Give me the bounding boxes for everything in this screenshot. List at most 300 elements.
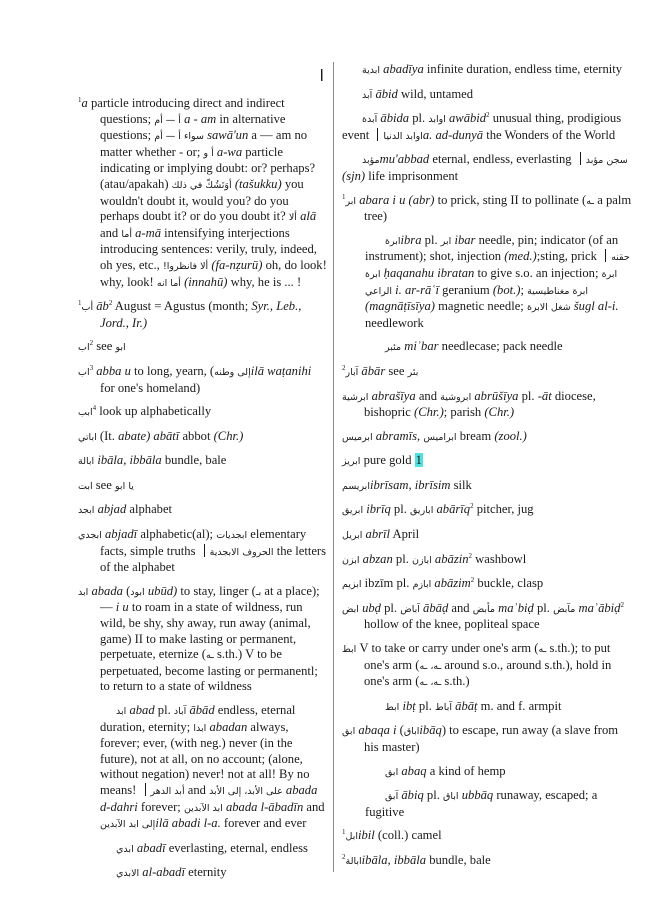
arabic-headword: أما	[121, 228, 132, 240]
definition-text: pl.	[409, 111, 429, 126]
definition-text: and	[415, 388, 441, 403]
dictionary-entry-abiq	[342, 788, 632, 820]
transliteration: abzan	[362, 551, 393, 566]
arabic-headword: ابدية	[362, 65, 381, 76]
transliteration: a - am	[184, 111, 217, 126]
arabic-headword: آباض	[400, 603, 420, 615]
dictionary-entry-ibra	[342, 233, 632, 332]
arabic-headword: يا	[128, 480, 134, 492]
definition-text: to stay, linger (	[177, 583, 256, 598]
transliteration: miʾbar	[404, 339, 439, 354]
definition-text: geranium	[439, 282, 493, 297]
transliteration: maʾābiḍ	[578, 600, 621, 615]
transliteration: (zool.)	[494, 428, 527, 443]
transliteration: (med.)	[504, 249, 537, 264]
transliteration: a-wa	[216, 144, 243, 159]
arabic-headword: ابرميس	[342, 431, 373, 443]
arabic-headword: ابالة	[78, 456, 95, 468]
definition-text: and	[448, 600, 473, 615]
definition-text: see	[93, 339, 116, 354]
definition-text: needle, pin; indicator (of an instrument); shot, injection	[365, 232, 619, 264]
arabic-headword: ـه، ـه	[419, 677, 442, 689]
definition-text: unusual thing, prodigious event	[342, 111, 622, 142]
definition-text: pl.	[392, 551, 413, 566]
transliteration: abaqa i	[358, 723, 397, 738]
transliteration: ibrīsam, ibrīsim	[369, 477, 451, 492]
dictionary-entry-abjad	[78, 502, 328, 519]
definition-text: see	[92, 477, 116, 492]
definition-text: infinite duration, endless time, eternity	[423, 62, 623, 76]
arabic-headword: ابرة	[385, 235, 401, 247]
arabic-headword: حقنه ابرة	[365, 252, 630, 280]
dictionary-entry-ibala	[78, 453, 328, 470]
page-header-letter: ا	[319, 66, 324, 85]
transliteration: abramīs,	[375, 428, 421, 443]
homograph-number: 1	[78, 95, 82, 104]
transliteration: ibil	[357, 828, 375, 843]
arabic-headword: ابد الآبدين	[183, 802, 223, 814]
definition-text: eternity	[184, 865, 227, 880]
arabic-headword: ابزن	[342, 554, 360, 566]
arabic-headword: اباق	[403, 726, 420, 738]
definition-text: see	[385, 363, 408, 378]
definition-text: (It.	[96, 428, 119, 443]
arabic-headword: ابب	[78, 407, 93, 419]
transliteration: i u	[115, 600, 129, 615]
definition-text: bundle, bale	[161, 453, 227, 468]
arabic-headword: ابط	[342, 644, 357, 656]
definition-text: pl.	[380, 600, 401, 615]
transliteration: ābār	[361, 363, 386, 378]
definition-text: pl.	[421, 232, 441, 247]
transliteration: ubbāq	[461, 788, 494, 803]
superscript-number: 2	[620, 600, 624, 609]
arabic-headword: ابق	[385, 766, 399, 778]
arabic-headword: شغل الابرة	[526, 302, 571, 314]
dictionary-entry-abadi	[78, 841, 328, 858]
arabic-headword: بئر	[407, 366, 419, 378]
superscript-number: 2	[342, 363, 346, 372]
transliteration: abada d-dahri	[100, 782, 318, 814]
definition-text: eternal, endless, everlasting	[429, 152, 575, 167]
definition-text: the letters of the alphabet	[100, 543, 327, 575]
dictionary-entry-ibriq	[342, 502, 632, 519]
definition-text: needlework	[365, 315, 424, 330]
superscript-number: 1	[342, 828, 346, 837]
dictionary-entry-abati	[78, 429, 328, 446]
superscript-number: 2	[342, 852, 346, 861]
arabic-headword: اباتي	[78, 431, 97, 443]
transliteration: alā	[300, 209, 317, 224]
dictionary-entry-abzan	[342, 552, 632, 569]
definition-text: intensifying interjections introducing sentences: verily, truly, indeed, oh yes, etc.,	[100, 225, 317, 272]
dictionary-entry-abaq	[342, 764, 632, 781]
arabic-headword: آبدة	[362, 114, 378, 126]
dictionary-entry-ibala2	[342, 853, 632, 870]
dictionary-entry-abramis	[342, 429, 632, 446]
definition-text: to long, yearn, (	[130, 363, 215, 378]
transliteration: ābid	[375, 86, 398, 101]
dictionary-entry-ibzim	[342, 576, 632, 593]
arabic-headword: أب	[81, 302, 94, 314]
transliteration: ibāla, ibbāla	[361, 852, 427, 867]
transliteration: (bot.)	[492, 282, 521, 297]
transliteration: ibṭ	[402, 698, 416, 713]
arabic-headword: أبد الدهر	[150, 785, 185, 797]
transliteration: abadan	[209, 719, 248, 734]
transliteration: abad	[129, 703, 155, 717]
definition-text: in alternative questions;	[100, 111, 286, 143]
definition-text: V to take or carry under one's arm (	[356, 641, 539, 656]
transliteration: ibar	[454, 232, 476, 247]
arabic-headword: أ و	[203, 147, 214, 159]
dictionary-entry-abjadi	[78, 527, 328, 576]
transliteration: ābiq	[401, 788, 424, 803]
definition-text: diocese, bishopric	[364, 388, 596, 420]
transliteration: abara i u	[359, 192, 406, 207]
definition-text: pl.	[415, 698, 436, 713]
definition-text: ) to escape, run away (a slave from his master)	[364, 723, 619, 754]
dictionary-entry-a	[78, 96, 328, 291]
arabic-headword: ابق	[342, 726, 356, 738]
definition-text: why, he is ... !	[227, 274, 302, 289]
phrase-separator	[204, 544, 205, 557]
dictionary-entry-abid	[342, 87, 632, 104]
definition-text: at a place); —	[100, 583, 320, 615]
arabic-headword: ابزيم	[342, 579, 362, 591]
definition-text: (	[396, 723, 404, 738]
transliteration: abrīl	[365, 527, 391, 542]
dictionary-entry-abad	[78, 703, 328, 833]
arabic-headword: الابدي	[116, 868, 140, 880]
superscript-number: 2	[89, 339, 94, 348]
arabic-headword: ابراميس	[423, 431, 457, 443]
arabic-headword: ـه	[586, 195, 595, 207]
definition-text: (coll.) camel	[374, 828, 442, 843]
definition-text: particle introducing direct and indirect questions;	[87, 96, 285, 126]
arabic-headword: ألا	[288, 212, 297, 224]
definition-text: particle indicating or implying doubt: or? perhaps? (atau/apakah)	[100, 144, 316, 191]
transliteration: abāzin	[434, 551, 469, 566]
arabic-headword: ابر	[440, 235, 452, 247]
right-column	[342, 62, 632, 878]
definition-text: to give s.o. an injection;	[474, 265, 602, 280]
definition-text: pure gold	[360, 453, 415, 468]
dictionary-entry-abaqa	[342, 723, 632, 755]
arabic-headword: آبار	[345, 366, 359, 378]
superscript-number: 2	[470, 502, 474, 511]
arabic-headword: ابو	[115, 342, 126, 354]
transliteration: abate) abātī	[118, 428, 180, 443]
superscript-number: 2	[470, 576, 475, 585]
transliteration: (Chr.)	[484, 405, 515, 420]
dictionary-entry-ab2	[78, 299, 328, 331]
dictionary-entry-ubd	[342, 601, 632, 633]
transliteration: (fa-nẓurū)	[211, 257, 263, 272]
transliteration: ābida	[380, 111, 410, 126]
arabic-headword: ابجديات	[216, 530, 248, 542]
definition-text: the Wonders of the World	[483, 127, 616, 142]
definition-text: washbowl	[472, 551, 527, 566]
definition-text: oh, do look! why, look!	[100, 257, 327, 289]
definition-text: wild, untamed	[397, 86, 474, 101]
transliteration: sawā'un	[207, 128, 249, 143]
arabic-headword: ابت	[78, 480, 93, 492]
arabic-headword: ابدا	[193, 722, 207, 734]
definition-text: silk	[450, 477, 472, 492]
definition-text: pl.	[154, 703, 174, 717]
arabic-headword: ابرة مغناطيسية	[527, 285, 588, 297]
arabic-headword: ابريسم	[342, 480, 370, 492]
arabic-headword: ـه	[205, 650, 214, 662]
transliteration: šugl al-i.	[573, 299, 619, 314]
dictionary-entry-ibil	[342, 828, 632, 845]
transliteration: ibra	[400, 232, 422, 247]
arabic-headword: الحروف الابجدية	[209, 546, 274, 558]
arabic-headword: أما انه	[156, 277, 181, 289]
arabic-headword: إلى وطنه	[214, 366, 251, 378]
transliteration: (innahū)	[184, 274, 228, 289]
definition-text: elementary facts, simple truths	[100, 527, 307, 558]
arabic-headword: ابر	[345, 195, 357, 207]
arabic-headword: على الأبد، إلى الأبد	[209, 785, 283, 797]
transliteration: ibrīq	[366, 502, 391, 517]
arabic-headword: ابروشية	[440, 391, 472, 403]
transliteration: (magnāṭīsīya)	[365, 299, 435, 314]
dictionary-entry-ab-see	[78, 339, 328, 356]
transliteration: ḥaqanahu ibratan	[383, 265, 475, 280]
arabic-headword: اباريق	[410, 505, 434, 517]
arabic-headword: ابد	[116, 706, 127, 717]
column-divider	[333, 62, 334, 872]
definition-text: ibzīm pl.	[361, 576, 413, 591]
transliteration: abadī	[136, 840, 166, 855]
transliteration: a. ad-dunyā	[422, 127, 484, 142]
transliteration: (Chr.)	[414, 405, 444, 420]
definition-text: you wouldn't doubt it, would you? do you perhaps doubt it? or do you doubt it?	[100, 176, 304, 224]
transliteration: mu'abbad	[379, 152, 430, 167]
arabic-headword: ابريل	[342, 530, 363, 542]
transliteration: abrūšīya	[474, 388, 519, 403]
homograph-number: 1	[342, 192, 346, 201]
arabic-headword: ابل	[345, 831, 358, 843]
transliteration: (tašukku)	[234, 176, 282, 191]
superscript-number: 4	[92, 403, 97, 412]
transliteration: maʾbiḍ	[498, 600, 534, 615]
transliteration: abada	[91, 583, 123, 598]
definition-text: bream	[456, 428, 495, 443]
transliteration: ābāṭ	[455, 698, 478, 713]
definition-text: s.th.)	[441, 674, 470, 689]
dictionary-entry-ibrisam	[342, 478, 632, 495]
dictionary-entry-abba	[78, 364, 328, 396]
arabic-headword: ابالة	[345, 855, 362, 867]
transliteration: ilā abadi l-a.	[155, 816, 221, 831]
transliteration: a-mā	[135, 225, 162, 240]
superscript-number: 2	[108, 298, 113, 307]
phrase-separator	[145, 783, 146, 796]
definition-text: abbot	[179, 428, 214, 443]
arabic-headword: سجن مؤبد	[585, 155, 628, 167]
superscript-number: 2	[468, 551, 473, 560]
arabic-headword: أ — أم	[154, 114, 181, 126]
arabic-headword: آبد	[362, 89, 373, 101]
definition-text: m. and f. armpit	[477, 698, 562, 713]
definition-text: to prick, sting II to pollinate (	[434, 192, 587, 207]
definition-text: look up alphabetically	[96, 404, 212, 419]
definition-text: magnetic needle;	[434, 299, 527, 314]
definition-text: a — am no matter whether - or;	[100, 128, 308, 159]
definition-text: April	[390, 527, 420, 542]
definition-text: everlasting, eternal, endless	[165, 840, 308, 855]
dictionary-entry-abrasiya	[342, 389, 632, 421]
definition-text: ;	[520, 282, 528, 297]
transliteration: (sjn)	[342, 168, 366, 183]
definition-text: needlecase; pack needle	[438, 339, 563, 354]
arabic-headword: اوابد الدنيا	[383, 130, 423, 142]
definition-text: and	[184, 782, 210, 797]
phrase-separator	[580, 152, 581, 165]
dictionary-entry-abb4	[78, 404, 328, 421]
dictionary-entry-ibriz	[342, 453, 632, 470]
definition-text: ; parish	[443, 405, 485, 420]
transliteration: i. ar-rāʿī	[395, 282, 439, 297]
transliteration: abāzim	[434, 576, 471, 591]
arabic-headword: مآبض	[553, 603, 576, 615]
arabic-headword: مئبر	[385, 342, 402, 354]
arabic-headword: أوَتَشُكّ في ذلك	[171, 179, 232, 191]
search-highlight: 1	[415, 453, 422, 468]
transliteration: -āt	[537, 388, 552, 403]
transliteration: (Chr.)	[213, 428, 244, 443]
arabic-headword: آبق	[385, 791, 399, 803]
arabic-headword: إلى ابد الآبدين	[100, 819, 156, 831]
transliteration: abba u	[96, 363, 131, 378]
definition-text: pl.	[533, 600, 554, 615]
arabic-headword: اوابد	[428, 114, 446, 126]
dictionary-entry-abada	[78, 584, 328, 695]
superscript-number: 3	[89, 363, 94, 372]
definition-text: life imprisonment	[365, 168, 459, 183]
definition-text: and	[303, 799, 325, 814]
superscript-number: 2	[486, 111, 490, 119]
arabic-headword: ابرشية	[342, 391, 369, 403]
dictionary-entry-ibt	[342, 699, 632, 716]
definition-text: s.th.) V to be perpetuated, become lasting or permanentl; to return to a state of wildness	[100, 647, 318, 694]
transliteration: ibāla, ibbāla	[97, 453, 162, 468]
definition-text: alphabet	[126, 502, 173, 517]
transliteration: ilā waṭanihi	[250, 363, 312, 378]
arabic-headword: ابجدي	[78, 530, 102, 542]
definition-text: a kind of hemp	[426, 763, 506, 778]
transliteration: Syr., Leb., Jord., Ir.)	[100, 299, 302, 330]
definition-text: a palm tree)	[364, 192, 632, 224]
dictionary-entry-muabbad	[342, 152, 632, 184]
dictionary-entry-abida	[342, 111, 632, 144]
dictionary-entry-abadiya	[342, 62, 632, 79]
transliteration: abada l-ābadīn	[225, 799, 304, 814]
arabic-headword: ابرة الراعي	[365, 268, 618, 297]
definition-text: to roam in a state of wildness, run wild, be shy, shy away, run away (animal, game) II to make lasting or permanent, perpetuate, eternize (	[100, 600, 311, 662]
definition-text: pl.	[390, 502, 410, 517]
definition-text: alphabetic(al);	[137, 527, 217, 542]
transliteration: abrašīya	[371, 388, 416, 403]
arabic-headword: ـه	[538, 644, 547, 656]
phrase-separator	[377, 128, 378, 141]
transliteration: a	[81, 96, 88, 110]
definition-text: buckle, clasp	[474, 576, 544, 591]
arabic-headword: ابو	[115, 480, 126, 492]
definition-text: pitcher, jug	[473, 502, 534, 517]
definition-text: pl.	[423, 788, 444, 803]
definition-text: around s.o., around s.th.), hold in one's arm (	[364, 657, 612, 689]
dictionary-entry-al-abadi	[78, 865, 328, 882]
arabic-headword: اباق	[443, 791, 459, 803]
definition-text: forever;	[137, 799, 184, 814]
arabic-headword: ابود	[130, 586, 145, 598]
phrase-separator	[605, 249, 606, 262]
definition-text: forever and ever	[220, 816, 307, 831]
definition-text: bundle, bale	[426, 852, 491, 867]
arabic-headword: ابط	[385, 701, 400, 713]
definition-text: hollow of the knee, popliteal space	[364, 617, 540, 632]
transliteration: āb	[96, 299, 109, 314]
transliteration: (abr)	[408, 192, 435, 207]
arabic-headword: آباد	[173, 706, 187, 717]
arabic-headword: ابد	[78, 586, 89, 598]
transliteration: ibāq	[419, 723, 442, 738]
dictionary-entry-abril	[342, 527, 632, 544]
arabic-headword: ابازن	[412, 554, 432, 566]
dictionary-entry-abt-v	[342, 641, 632, 691]
definition-text: endless, eternal duration, eternity;	[100, 703, 296, 734]
arabic-headword: اب	[78, 342, 90, 354]
definition-text: runaway, escaped; a fugitive	[365, 788, 598, 819]
definition-text: and	[100, 225, 122, 240]
left-column	[78, 96, 328, 890]
dictionary-entry-abar2	[342, 364, 632, 381]
dictionary-entry-mibar	[342, 339, 632, 356]
arabic-headword: ابجد	[78, 505, 95, 517]
dictionary-entry-abara	[342, 193, 632, 225]
definition-text: s.th.); to put one's arm (	[364, 641, 611, 672]
transliteration: abadīya	[383, 62, 424, 76]
arabic-headword: سواء أ — أم	[154, 131, 204, 143]
arabic-headword: ابدي	[116, 843, 134, 855]
transliteration: abārīq	[436, 502, 471, 517]
arabic-headword: آباط	[435, 701, 452, 713]
arabic-headword: ابريق	[342, 505, 364, 517]
definition-text: (	[122, 583, 131, 598]
arabic-headword: ابازم	[412, 579, 432, 591]
definition-text: ;sting, prick	[536, 249, 601, 264]
definition-text: August = Agustus (month;	[112, 299, 252, 314]
arabic-headword: مأبض	[472, 603, 495, 615]
arabic-headword: ألا فانظروا!	[162, 260, 209, 272]
homograph-number: 1	[78, 298, 82, 307]
arabic-headword: ـه، ـه	[419, 660, 442, 672]
transliteration: awābid	[449, 111, 487, 126]
transliteration: abjad	[97, 502, 127, 517]
definition-text: for one's homeland)	[100, 380, 201, 395]
arabic-headword: ابض	[342, 603, 359, 615]
definition-text: always, forever; ever, (with neg.) never (in the future), not at all, on no account; (alone, without negation) never! not at all! By no means!	[100, 719, 310, 797]
arabic-headword: مؤبد	[362, 155, 380, 167]
transliteration: al-abadī	[142, 865, 185, 880]
dictionary-entry-abt-see	[78, 478, 328, 495]
transliteration: abaq	[401, 763, 427, 778]
arabic-headword: ابريز	[342, 456, 361, 468]
